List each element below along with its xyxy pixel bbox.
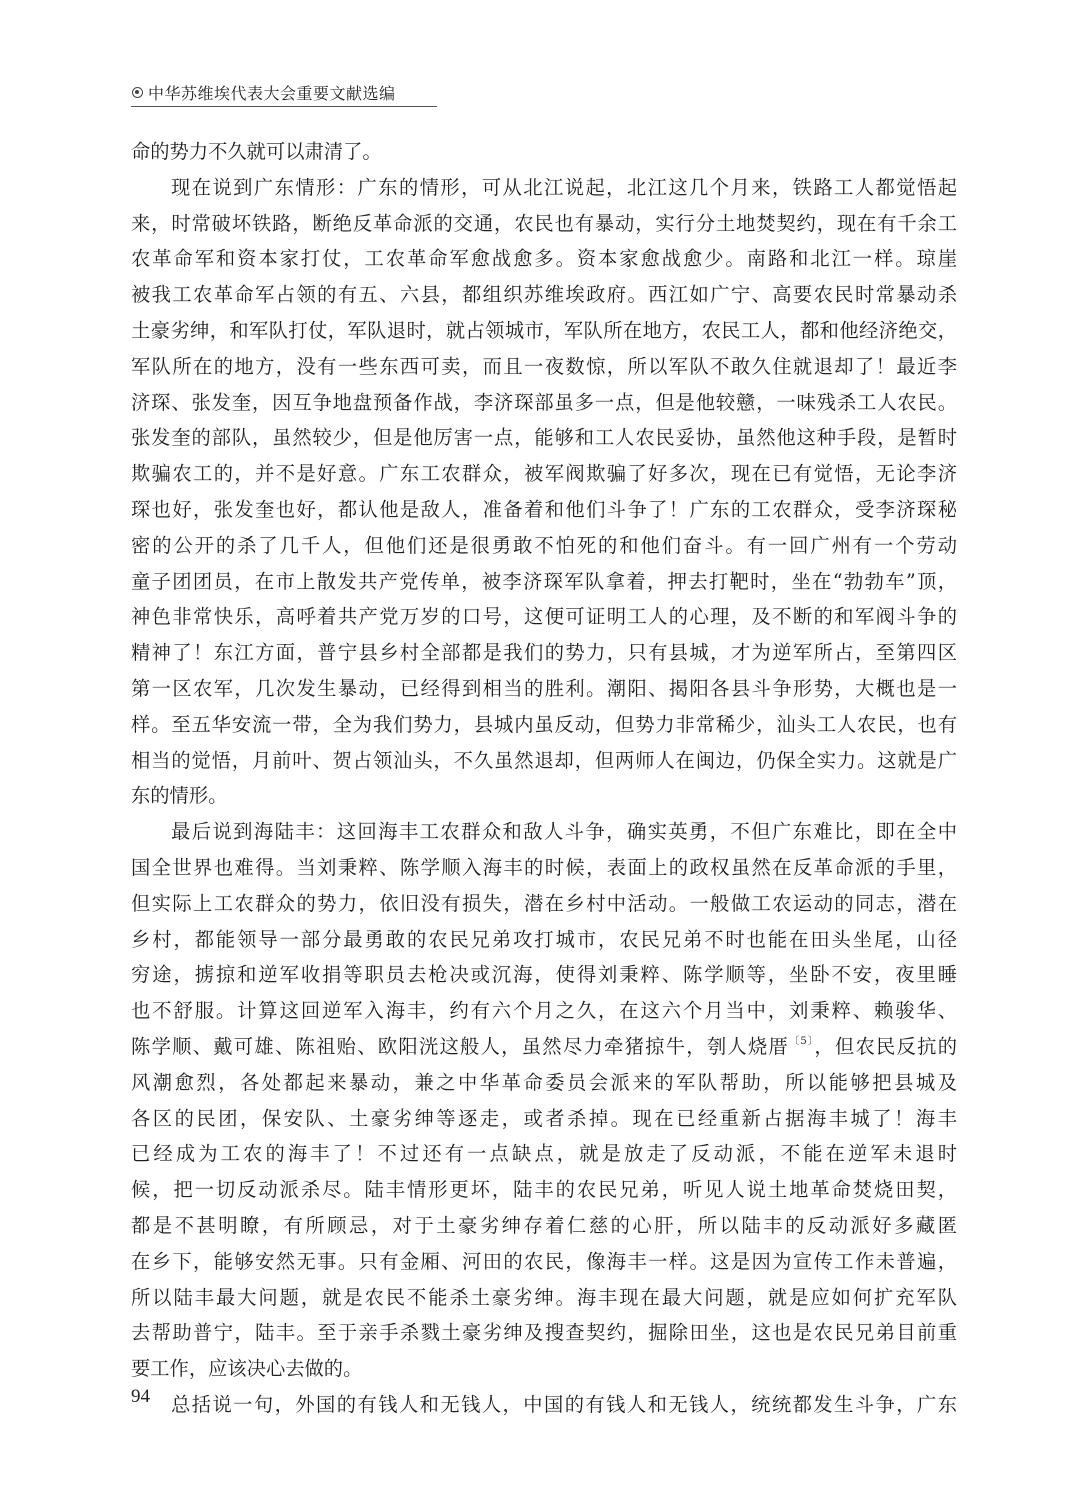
text-line: 农革命军和资本家打仗，工农革命军愈战愈多。资本家愈战愈少。南路和北江一样。琼崖 [131, 247, 957, 271]
text-line: 密的公开的杀了几千人，但他们还是很勇敢不怕死的和他们奋斗。有一回广州有一个劳动 [131, 533, 957, 557]
bullet-circle-icon [132, 87, 143, 98]
text-line: 样。至五华安流一带，全为我们势力，县城内虽反动，但势力非常稀少，汕头工人农民，也有 [131, 712, 957, 736]
text-line: 东的情形。 [131, 784, 228, 808]
text-line: 张发奎的部队，虽然较少，但是他厉害一点，能够和工人农民妥协，虽然他这种手段，是暂时 [131, 426, 957, 450]
text-line: 但实际上工农群众的势力，依旧没有损失，潜在乡村中活动。一般做工农运动的同志，潜在 [131, 891, 957, 915]
text-line: 来，时常破坏铁路，断绝反革命派的交通，农民也有暴动，实行分土地焚契约，现在有千余工 [131, 211, 957, 235]
text-line: 穷途，掳掠和逆军收捐等职员去枪决或沉海，使得刘秉粹、陈学顺等，坐卧不安，夜里睡 [131, 963, 957, 987]
text-line: 琛也好，张发奎也好，都认他是敌人，准备着和他们斗争了！广东的工农群众，受李济琛秘 [131, 497, 957, 521]
text-line: 童子团团员，在市上散发共产党传单，被李济琛军队拿着，押去打靶时，坐在“勃勃车”顶， [131, 569, 957, 593]
text-line: 命的势力不久就可以肃清了。 [131, 140, 382, 163]
footnote-line [131, 1029, 957, 1065]
text-line: 都是不甚明瞭，有所顾忌，对于土豪劣绅存着仁慈的心肝，所以陆丰的反动派好多藏匿 [131, 1213, 957, 1237]
text-line: 第一区农军，几次发生暴动，已经得到相当的胜利。潮阳、揭阳各县斗争形势，大概也是一 [131, 676, 957, 700]
text-line: 济琛、张发奎，因互争地盘预备作战，李济琛部虽多一点，但是他较戆，一味残杀工人农民。 [131, 390, 957, 414]
text-line: 被我工农革命军占领的有五、六县，都组织苏维埃政府。西江如广宁、高要农民时常暴动杀 [131, 283, 957, 307]
text-line: 也不舒服。计算这回逆军入海丰，约有六个月之久，在这六个月当中，刘秉粹、赖骏华、 [131, 999, 957, 1023]
text-line: 风潮愈烈，各处都起来暴动，兼之中华革命委员会派来的军队帮助，所以能够把县城及 [131, 1070, 957, 1094]
text-line: 相当的觉悟，月前叶、贺占领汕头，不久虽然退却，但两师人在闽边，仍保全实力。这就是广 [131, 748, 957, 772]
paragraph-start-line: 总括说一句，外国的有钱人和无钱人，中国的有钱人和无钱人，统统都发生斗争，广东 [171, 1392, 957, 1416]
footnote-marker[interactable]: 〔5〕 [789, 1035, 815, 1047]
footnote-line-text-after: ，但农民反抗的 [814, 1034, 957, 1058]
text-line: 国全世界也难得。当刘秉粹、陈学顺入海丰的时候，表面上的政权虽然在反革命派的手里， [131, 855, 957, 879]
running-header [131, 78, 437, 107]
text-line: 神色非常快乐，高呼着共产党万岁的口号，这便可证明工人的心理，及不断的和军阀斗争的 [131, 605, 957, 629]
text-line: 要工作，应该决心去做的。 [131, 1357, 363, 1381]
text-line: 土豪劣绅，和军队打仗，军队退时，就占领城市，军队所在地方，农民工人，都和他经济绝交， [131, 318, 957, 342]
page-number: 94 [131, 1386, 150, 1407]
text-line: 在乡下，能够安然无事。只有金厢、河田的农民，像海丰一样。这是因为宣传工作未普遍， [131, 1249, 957, 1273]
text-line: 候，把一切反动派杀尽。陆丰情形更坏，陆丰的农民兄弟，听见人说土地革命焚烧田契， [131, 1178, 957, 1202]
text-line: 乡村，都能领导一部分最勇敢的农民兄弟攻打城市，农民兄弟不时也能在田头坐尾，山径 [131, 927, 957, 951]
paragraph-start-line: 现在说到广东情形：广东的情形，可从北江说起，北江这几个月来，铁路工人都觉悟起 [171, 175, 957, 199]
text-line: 欺骗农工的，并不是好意。广东工农群众，被军阀欺骗了好多次，现在已有觉悟，无论李济 [131, 462, 957, 486]
text-line: 去帮助普宁，陆丰。至于亲手杀戮土豪劣绅及搜查契约，掘除田坐，这也是农民兄弟目前重 [131, 1321, 957, 1345]
text-line: 精神了！东江方面，普宁县乡村全部都是我们的势力，只有县城，才为逆军所占，至第四区 [131, 641, 957, 665]
footnote-line-text: 陈学顺、戴可雄、陈祖贻、欧阳洸这般人，虽然尽力牵猪掠牛，刳人烧厝 [131, 1034, 790, 1058]
book-title: 中华苏维埃代表大会重要文献选编 [148, 83, 396, 103]
text-line: 军队所在的地方，没有一些东西可卖，而且一夜数惊，所以军队不敢久住就退却了！最近李 [131, 354, 957, 378]
text-line: 各区的民团，保安队、土豪劣绅等逐走，或者杀掉。现在已经重新占据海丰城了！海丰 [131, 1106, 957, 1130]
body-text [131, 134, 957, 1423]
text-line: 已经成为工农的海丰了！不过还有一点缺点，就是放走了反动派，不能在逆军未退时 [131, 1142, 957, 1166]
paragraph-start-line: 最后说到海陆丰：这回海丰工农群众和敌人斗争，确实英勇，不但广东难比，即在全中 [171, 820, 957, 844]
text-line: 所以陆丰最大问题，就是农民不能杀土豪劣绅。海丰现在最大问题，就是应如何扩充军队 [131, 1285, 957, 1309]
